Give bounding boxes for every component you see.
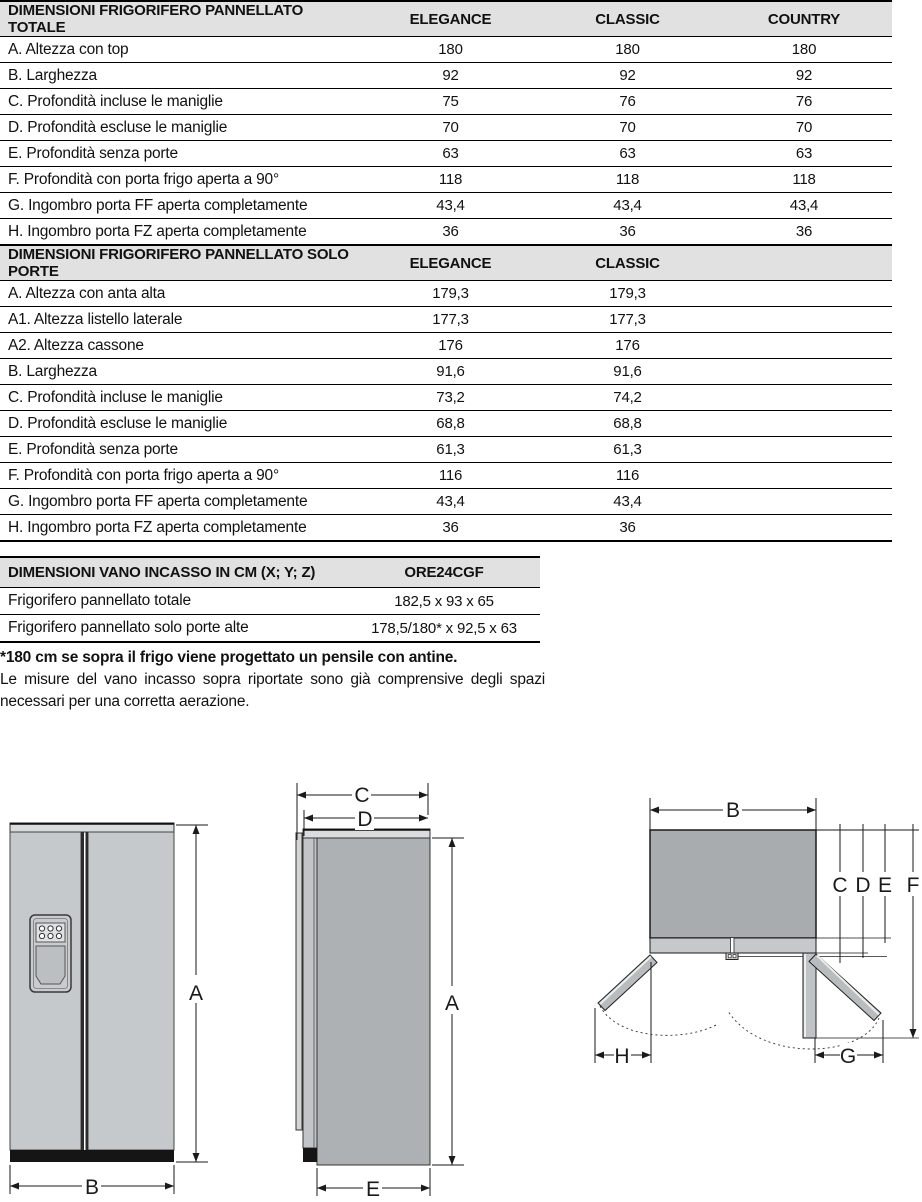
dimension-value: 179,3 bbox=[539, 281, 716, 307]
ice-water-dispenser-icon bbox=[30, 915, 71, 992]
row-label: D. Profondità escluse le maniglie bbox=[0, 115, 362, 141]
dimension-value: 43,4 bbox=[716, 193, 892, 219]
cell-filler bbox=[716, 437, 892, 463]
dimension-value: 63 bbox=[539, 141, 716, 167]
top-clearance-g-dim-label: G bbox=[839, 1045, 857, 1068]
table-title: DIMENSIONI VANO INCASSO IN CM (X; Y; Z) bbox=[0, 557, 348, 588]
dimension-value: 179,3 bbox=[362, 281, 539, 307]
dimension-value: 118 bbox=[539, 167, 716, 193]
dimension-tables bbox=[0, 0, 892, 542]
dimension-value: 92 bbox=[362, 63, 539, 89]
dimension-value: 75 bbox=[362, 89, 539, 115]
row-label: F. Profondità con porta frigo aperta a 90° bbox=[0, 167, 362, 193]
dimension-value: 76 bbox=[539, 89, 716, 115]
dimension-value: 91,6 bbox=[539, 359, 716, 385]
table-header-row bbox=[0, 1, 892, 37]
column-header: ELEGANCE bbox=[362, 1, 539, 37]
fridge-front-drawing bbox=[10, 823, 174, 1162]
dimension-value: 180 bbox=[716, 37, 892, 63]
cell-filler bbox=[716, 307, 892, 333]
row-label: D. Profondità escluse le maniglie bbox=[0, 411, 362, 437]
row-label: C. Profondità incluse le maniglie bbox=[0, 89, 362, 115]
side-height-dim-label: A bbox=[444, 992, 460, 1015]
row-label: A2. Altezza cassone bbox=[0, 333, 362, 359]
row-label: A. Altezza con anta alta bbox=[0, 281, 362, 307]
table-row bbox=[0, 515, 892, 542]
row-label: Frigorifero pannellato solo porte alte bbox=[0, 615, 348, 643]
table-vano-incasso bbox=[0, 556, 540, 643]
dimension-value: 43,4 bbox=[362, 193, 539, 219]
dimension-value: 91,6 bbox=[362, 359, 539, 385]
table-row bbox=[0, 615, 540, 643]
top-depth-f-dim-label: F bbox=[906, 874, 920, 897]
dimension-value: 92 bbox=[716, 63, 892, 89]
table-row bbox=[0, 37, 892, 63]
table-row bbox=[0, 359, 892, 385]
dimension-value: 116 bbox=[539, 463, 716, 489]
side-depth-handles-dim-label: C bbox=[354, 784, 370, 807]
column-header-filler bbox=[716, 246, 892, 281]
dimension-value: 70 bbox=[539, 115, 716, 141]
vano-incasso-wrap bbox=[0, 556, 540, 643]
table-title: DIMENSIONI FRIGORIFERO PANNELLATO TOTALE bbox=[0, 1, 362, 37]
dimension-value: 63 bbox=[362, 141, 539, 167]
dimension-value: 70 bbox=[362, 115, 539, 141]
table-row bbox=[0, 89, 892, 115]
cell-filler bbox=[716, 385, 892, 411]
row-label: B. Larghezza bbox=[0, 63, 362, 89]
fridge-top-drawing bbox=[598, 830, 887, 1049]
side-depth-no-handles-dim-label: D bbox=[357, 808, 373, 831]
top-width-dim-label: B bbox=[725, 799, 741, 822]
row-label: A1. Altezza listello laterale bbox=[0, 307, 362, 333]
row-label: E. Profondità senza porte bbox=[0, 141, 362, 167]
table-row bbox=[0, 333, 892, 359]
fridge-door-open-full bbox=[809, 954, 881, 1021]
freezer-door-open bbox=[598, 955, 657, 1011]
fridge-front-view-diagram bbox=[0, 770, 230, 1202]
dimension-value: 70 bbox=[716, 115, 892, 141]
dimension-value: 73,2 bbox=[362, 385, 539, 411]
table-title: DIMENSIONI FRIGORIFERO PANNELLATO SOLO PORTE bbox=[0, 246, 362, 281]
column-header: ELEGANCE bbox=[362, 246, 539, 281]
table-row bbox=[0, 281, 892, 307]
fridge-side-drawing bbox=[296, 829, 430, 1165]
freezer-door-swing-arc bbox=[600, 1006, 718, 1035]
footnote-aeration: Le misure del vano incasso sopra riportate sono già comprensive degli spazi necessari per una corretta aerazione. bbox=[0, 671, 545, 710]
dimension-value: 76 bbox=[716, 89, 892, 115]
dimension-value: 43,4 bbox=[539, 489, 716, 515]
table-frigorifero-pannellato-totale bbox=[0, 0, 892, 245]
fridge-top-view-diagram bbox=[575, 780, 922, 1090]
row-label: H. Ingombro porta FZ aperta completamente bbox=[0, 219, 362, 245]
row-label: E. Profondità senza porte bbox=[0, 437, 362, 463]
table-header-row bbox=[0, 557, 540, 588]
table-row bbox=[0, 411, 892, 437]
table-row bbox=[0, 463, 892, 489]
dimension-value: 177,3 bbox=[539, 307, 716, 333]
cell-filler bbox=[716, 281, 892, 307]
dimension-value: 182,5 x 93 x 65 bbox=[348, 588, 540, 615]
cell-filler bbox=[716, 359, 892, 385]
column-header: CLASSIC bbox=[539, 1, 716, 37]
dimension-value: 36 bbox=[716, 219, 892, 245]
row-label: B. Larghezza bbox=[0, 359, 362, 385]
dimension-value: 178,5/180* x 92,5 x 63 bbox=[348, 615, 540, 643]
dimension-value: 176 bbox=[539, 333, 716, 359]
row-label: G. Ingombro porta FF aperta completamente bbox=[0, 193, 362, 219]
table-row bbox=[0, 63, 892, 89]
column-header: CLASSIC bbox=[539, 246, 716, 281]
dimension-value: 118 bbox=[362, 167, 539, 193]
row-label: H. Ingombro porta FZ aperta completamente bbox=[0, 515, 362, 542]
dimension-value: 116 bbox=[362, 463, 539, 489]
dimension-value: 36 bbox=[362, 219, 539, 245]
table-frigorifero-pannellato-solo-porte bbox=[0, 245, 892, 542]
table-row bbox=[0, 193, 892, 219]
dimension-value: 177,3 bbox=[362, 307, 539, 333]
table-row bbox=[0, 141, 892, 167]
dimension-value: 92 bbox=[539, 63, 716, 89]
dimension-value: 180 bbox=[539, 37, 716, 63]
table-row bbox=[0, 489, 892, 515]
top-depth-c-dim-label: C bbox=[832, 874, 848, 897]
top-depth-d-dim-label: D bbox=[855, 874, 871, 897]
cell-filler bbox=[716, 489, 892, 515]
front-width-dim-label: B bbox=[84, 1176, 100, 1199]
fridge-side-view-diagram bbox=[283, 770, 478, 1202]
top-depth-e-dim-label: E bbox=[877, 874, 893, 897]
table-row bbox=[0, 115, 892, 141]
column-header: ORE24CGF bbox=[348, 557, 540, 588]
dimension-value: 63 bbox=[716, 141, 892, 167]
dimension-value: 36 bbox=[539, 515, 716, 542]
dimension-value: 68,8 bbox=[362, 411, 539, 437]
table-header-row bbox=[0, 246, 892, 281]
row-label: C. Profondità incluse le maniglie bbox=[0, 385, 362, 411]
footnote-block bbox=[0, 647, 545, 713]
front-height-dim-label: A bbox=[188, 982, 204, 1005]
column-header: COUNTRY bbox=[716, 1, 892, 37]
dimension-value: 68,8 bbox=[539, 411, 716, 437]
cell-filler bbox=[716, 463, 892, 489]
row-label: F. Profondità con porta frigo aperta a 90° bbox=[0, 463, 362, 489]
dimension-value: 118 bbox=[716, 167, 892, 193]
cell-filler bbox=[716, 515, 892, 542]
side-depth-no-doors-dim-label: E bbox=[365, 1178, 381, 1201]
dimension-value: 36 bbox=[539, 219, 716, 245]
dimension-value: 43,4 bbox=[362, 489, 539, 515]
row-label: A. Altezza con top bbox=[0, 37, 362, 63]
table-row bbox=[0, 385, 892, 411]
dimension-value: 74,2 bbox=[539, 385, 716, 411]
dimension-value: 176 bbox=[362, 333, 539, 359]
dimension-value: 36 bbox=[362, 515, 539, 542]
table-row bbox=[0, 219, 892, 245]
dimension-value: 43,4 bbox=[539, 193, 716, 219]
cell-filler bbox=[716, 333, 892, 359]
footnote-asterisk: *180 cm se sopra il frigo viene progettato un pensile con antine. bbox=[0, 649, 458, 666]
table-row bbox=[0, 167, 892, 193]
row-label: Frigorifero pannellato totale bbox=[0, 588, 348, 615]
dimension-value: 180 bbox=[362, 37, 539, 63]
table-row bbox=[0, 437, 892, 463]
table-row bbox=[0, 307, 892, 333]
top-clearance-h-dim-label: H bbox=[614, 1045, 630, 1068]
row-label: G. Ingombro porta FF aperta completamente bbox=[0, 489, 362, 515]
dimension-value: 61,3 bbox=[362, 437, 539, 463]
hinge-detail bbox=[726, 953, 738, 960]
dimension-value: 61,3 bbox=[539, 437, 716, 463]
table-row bbox=[0, 588, 540, 615]
cell-filler bbox=[716, 411, 892, 437]
